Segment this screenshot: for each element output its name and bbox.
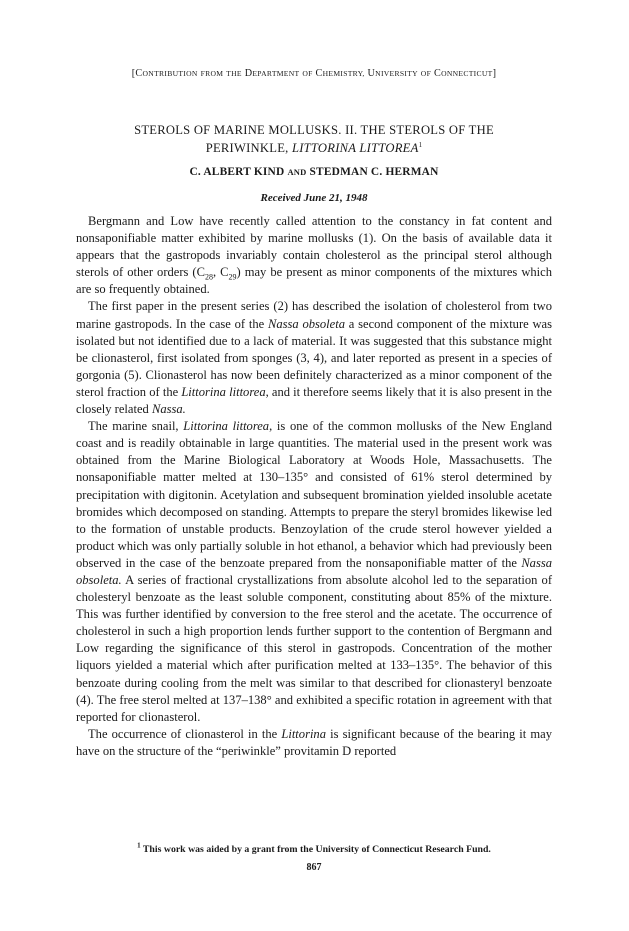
paragraph-text: , and it therefore seems likely that it is also present in the closely related [76,384,552,417]
species-name: Littorina littorea [183,419,270,434]
paragraph-1 [76,213,552,298]
species-name: Nassa obsoleta. [76,555,552,587]
header-cap: C [135,68,143,79]
subscript: 29 [228,272,237,282]
header-word: THE [226,69,242,78]
species-name: Littorina littorea [181,384,266,399]
paragraph-text: Bergmann and Low have recently called attention to the constancy in fat content and nonsaponifiable matter exhibited by marine mollusks (1). On the basis of available data it appears that the gastropods invariably contain cholesterol as the principal sterol although sterols of other orders (C [76,214,552,280]
header-word: HEMISTRY, [322,69,365,78]
paragraph-text: A series of fractional crystallizations from absolute alcohol led to the separation of cholesteryl benzoate as the least soluble component, constituting about 85% of the mixture. This was further identified by conversion to the free sterol and the acetate. The occurrence of cholesterol in such a high proportion lends further support to the contention of Bergmann and Low regarding the significance of this sterol in gastropods. Concentration of the mother liquors yielded a material which after purification melted at 133–135°. The behavior of this benzoate during cooling from the melt was similar to that described for clionasteryl benzoate (4). The free sterol melted at 137–138° and exhibited a specific rotation in agreement with that reported for clionasterol. [76,572,552,724]
contribution-header [76,68,552,79]
author-second: STEDMAN C. HERMAN [309,166,439,178]
received-date: Received June 21, 1948 [260,192,368,204]
title-species-name: LITTORINA LITTOREA [291,141,419,155]
paragraph-4 [76,726,552,760]
header-word: NIVERSITY [375,69,418,78]
header-word: FROM [200,69,224,78]
header-cap: C [315,68,323,79]
title-line-2-text: PERIWINKLE, [205,141,292,155]
species-name: Nassa obsoleta [268,316,346,331]
subscript: 28 [204,272,213,282]
paragraph-3 [76,418,552,726]
footnote-marker: 1 [137,841,141,850]
species-name: Littorina [281,726,326,741]
article-title [76,121,552,157]
author-conjunction: AND [287,167,307,177]
header-bracket-close: ] [492,68,497,79]
article-body [76,213,552,760]
species-name: Nassa. [151,402,186,417]
header-word: ONNECTICUT [441,69,493,78]
header-cap: D [244,68,253,79]
page-number: 867 [306,862,322,873]
header-cap: C [433,68,442,79]
paragraph-text: a second component of the mixture was isolated but not identified due to a lack of material. It was suggested that this substance might be clionasterol, first isolated from sponges (3, 4), and later reported as present in a species of gorgonia (5). Clionasterol has now been definitely characterized as a minor component of the sterol fraction of the [76,316,553,399]
title-line-2 [76,139,552,157]
paragraph-2 [76,298,552,418]
paragraph-text: The occurrence of clionasterol in the [88,726,282,741]
header-word: OF [302,69,313,78]
paragraph-text: , C [212,265,229,280]
paragraph-text: The first paper in the present series (2) has described the isolation of cholesterol from two marine gastropods. In the case of the [76,299,552,331]
paragraph-text: is significant because of the bearing it may have on the structure of the “periwinkle” provitamin D reported [76,726,553,758]
paragraph-text: ) may be present as minor components of the mixtures which are so frequently obtained. [76,265,552,297]
header-word: OF [420,69,432,78]
header-word: ONTRIBUTION [142,69,198,78]
title-footnote-marker: 1 [418,140,423,149]
paragraph-text: The marine snail, [88,419,184,434]
author-line [76,166,552,178]
header-cap: U [367,68,376,79]
header-word: EPARTMENT [252,69,300,78]
header-bracket-open: [ [131,68,136,79]
author-first: C. ALBERT KIND [189,166,285,178]
footnote-text: This work was aided by a grant from the University of Connecticut Research Fund. [140,844,491,855]
title-line-1: STEROLS OF MARINE MOLLUSKS. II. THE STEROLS OF THE [134,123,494,137]
footnote [76,841,552,855]
paragraph-text: , is one of the common mollusks of the New England coast and is readily obtainable in large quantities. The material used in the present work was obtained from the Marine Biological Laboratory at Woods Hole, Massachusetts. The nonsaponifiable matter melted at 130–135° and consisted of 61% sterol determined by precipitation with digitonin. Acetylation and subsequent bromination yielded insoluble acetate bromides which decomposed on standing. Attempts to prepare the steryl bromides likewise led to the formation of unstable products. Benzoylation of the crude sterol however yielded a product which was only partially soluble in hot ethanol, a behavior which had previously been observed in the case of the benzoate prepared from the nonsaponifiable matter of the [76,419,552,570]
